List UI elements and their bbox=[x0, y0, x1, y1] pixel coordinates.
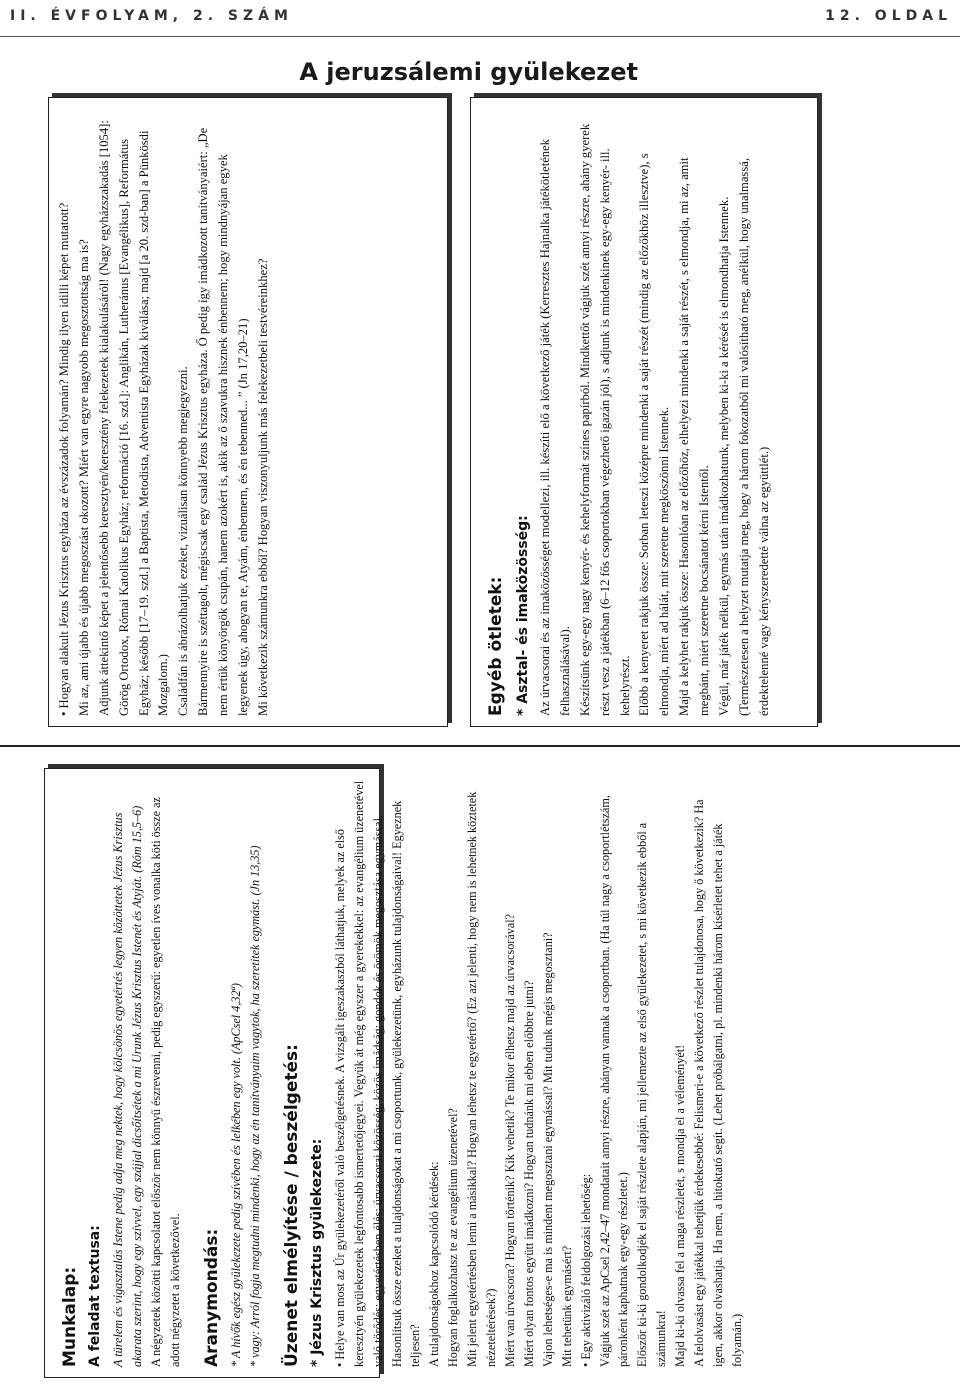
other-ideas-subheading: * Asztal- és imaközösség: bbox=[514, 515, 531, 716]
idea-paragraph: Készítsünk egy-egy nagy kenyér- és kehelyformát színes papírból. Mindkettőt vágjuk szét annyi részre, ahány gyerek részt vesz a játékban (6–12 fős csoportokban végezhető igazán jól), s adjunk is mindenkinek egy-egy kenyér- ill. kehelyrészt. bbox=[577, 123, 632, 716]
activity-paragraph: Vágjuk szét az ApCsel 2,42–47 mondatait annyi részre, ahányan vannak a csoportban. (Ha túl nagy a csoportlétszám, páronként kaphatnak egy-egy részletet.) bbox=[597, 795, 631, 1367]
question-item: Miért olyan fontos együtt imádkozni? Hogyan tudnánk mi ebben előbbre jutni? bbox=[521, 980, 536, 1367]
page-number-header: 12. OLDAL bbox=[825, 8, 952, 24]
question-item: Mit tehetünk egymásért? bbox=[559, 1245, 574, 1367]
other-ideas-box bbox=[470, 97, 818, 727]
deepening-paragraph: • Helye van most az Úr gyülekezetéről való beszélgetésnek. A vizsgált igeszakaszból láthatjuk, melyek az első keresztyén gyülekezetek legfontosabb ismertetőjegyei. Vegyük át még egyszer a gyerekekkel: az evangélium üzenetével való törődés; egyetértésben élés; úrvacsorai közösség; közös imádság; gondok és örömök megosztása egymással. bbox=[331, 779, 388, 1367]
deepening-subheading: * Jézus Krisztus gyülekezete: bbox=[309, 1138, 326, 1367]
questions-box bbox=[48, 97, 448, 727]
header-rule bbox=[0, 36, 960, 37]
question-item: Vajon lehetséges-e ma is mindent megosztani egymással? Mit tudunk mégis megosztani? bbox=[540, 932, 555, 1367]
task-note: A négyzetek közötti kapcsolatot először nem könnyű észrevenni, pedig egyszerű: egyetlen íves vonalka köti össze az adott négyzetet a következővel. bbox=[148, 797, 182, 1367]
idea-paragraph: (Természetesen a helyzet mutatja meg, hogy a három fokozatból mi valósítható meg, anélkül, hogy unalmassá, érdektelenné vagy kényszeredetté válna az együttlét.) bbox=[736, 158, 771, 716]
idea-paragraph: Az úrvacsorai és az imaközösséget modellezi, ill. készíti elő a következő játék (Kerresztes Hajnalka játékötletének felhasználásával). bbox=[537, 139, 572, 716]
page-title: A jeruzsálemi gyülekezet bbox=[299, 58, 638, 86]
activity-paragraph: • Egy aktivizáló feldolgozási lehetőség: bbox=[577, 779, 596, 1367]
task-heading: A feladat textusa: bbox=[87, 1225, 104, 1367]
idea-paragraph: Előbb a kenyeret rakjuk össze: Sorban leteszi középre mindenki a saját részét (mindig az előzőkhöz illesztve), s elmondja, miért ad hálát, mit szeretne megköszönni Istennek. bbox=[637, 153, 672, 716]
golden-verse-1: * A hívők egész gyülekezete pedig szívében és lelkében egy volt. (ApCsel 4,32ª) bbox=[229, 983, 243, 1367]
deepening-paragraph: Hasonlítsuk össze ezeket a tulajdonságokat a mi csoportunk, gyülekezetünk, egyházunk tulajdonságaival! Egyeznek teljesen? bbox=[389, 800, 423, 1367]
question-paragraph: Adjunk áttekintő képet a jelentősebb keresztyén/keresztény felekezetek kialakulásáról! (Nagy egyházszakadás [1054]: Görög Ortodox, Római Katolikus Egyház; reformáció [16. szd.]: Anglikán, Lutheránus [Evangélikus], Református Egyház; később [17–19. szd.] a Baptista, Metodista, Adventista Egyházak kiválása; majd [a 20. szd-ban] a Pünkösdi Mozgalom.) bbox=[96, 120, 171, 716]
deepening-paragraph: A tulajdonságokhoz kapcsolódó kérdések: bbox=[427, 1161, 442, 1367]
other-ideas-heading: Egyéb ötletek: bbox=[486, 576, 506, 716]
golden-verse-2: * vagy: Arról fogja megtudni mindenki, hogy az én tanítványaim vagytok, ha szeretitek egymást. (Jn 13,35) bbox=[247, 845, 262, 1367]
page-divider bbox=[0, 745, 960, 747]
question-paragraph: Mi az, ami újabb és újabb megosztást okozott? Miért van egyre nagyobb megosztottság ma is? bbox=[76, 239, 91, 716]
activity-paragraph: Először ki-ki gondolkodjék el saját részlete alapján, mi jellemezte az első gyülekezetet, s mi következik ebből a számunkra! bbox=[635, 822, 669, 1367]
activity-paragraph: A felolvasást egy játékkal tehetjük érdekesebbé: Felismeri-e a következő részlet tulajdonosa, hogy ő következik? Ha igen, akkor olvashatja. Ha nem, a hitoktató segít. (Lehet próbálgatni, pl. mindenki három kísérletet tehet a játék folyamán.) bbox=[692, 799, 744, 1367]
question-paragraph: • Hogyan alakult Jézus Krisztus egyháza az évszázadok folyamán? Mindig ilyen idilli képet mutatott? bbox=[55, 108, 75, 716]
task-text: A türelem és vigasztalás Istene pedig adja meg nektek, hogy kölcsönös egyetértés legyen közöttetek Jézus Krisztus akarata szerint, hogy egy szívvel, egy szájjal dicsőítsétek a mi Urunk Jézus Krisztus Istenét és Atyját. (Róm 15,5–6) bbox=[111, 805, 144, 1367]
idea-paragraph: Végül, már játék nélkül, egymás után imádkozhatunk, melyben ki-ki a kérését is elmondhatja Istennek. bbox=[716, 196, 731, 716]
question-paragraph: Családfán is ábrázolhatjuk ezeket, vizuálisan könnyebb megjegyezni. bbox=[176, 366, 191, 716]
question-paragraph: Mi következik számunkra ebből? Hogyan viszonyuljunk más felekezetbeli testvéreinkhez? bbox=[255, 258, 270, 716]
question-paragraph: Bármennyire is széttagolt, mégiscsak egy család Jézus Krisztus egyháza. Ő pedig így imádkozott tanítványaiért: „De nem értük könyörgök csupán, hanem azokért is, akik az ő szavukra hisznek énbennem; hogy mindnyájan egyek legyenek úgy, ahogyan te, Atyám, énbennem, és én tebenned... ” (Jn 17,20–21) bbox=[196, 127, 251, 716]
worksheet-heading: Munkalap: bbox=[60, 1266, 80, 1367]
activity-paragraph: Majd ki-ki olvassa fel a maga részletét, s mondja el a véleményét! bbox=[673, 1044, 688, 1367]
issue-header: II. ÉVFOLYAM, 2. SZÁM bbox=[10, 8, 293, 24]
question-item: Hogyan foglalkozhatsz te az evangélium üzenetével? bbox=[446, 1108, 461, 1367]
golden-verse-heading: Aranymondás: bbox=[201, 1228, 222, 1367]
question-item: Mit jelent egyetértésben lenni a másikkal? Hogyan lehetsz te egyetértő? (Ez azt jelenti, hogy nem is lehetnek köztetek nézeteltérések?) bbox=[465, 791, 499, 1367]
deepening-heading: Üzenet elmélyítése / beszélgetés: bbox=[281, 1044, 302, 1367]
question-item: Miért van úrvacsora? Hogyan történik? Kik vehetik? Te mikor élhetsz majd az úrvacsorával? bbox=[503, 913, 517, 1367]
worksheet-box bbox=[44, 768, 744, 1378]
idea-paragraph: Majd a kelyhet rakjuk össze: Hasonlóan az előzőhöz, elhelyezi mindenki a saját részét, s elmondja, mi az, amit megbánt, miért szeretne bocsánatot kérni Istentől. bbox=[677, 157, 712, 716]
